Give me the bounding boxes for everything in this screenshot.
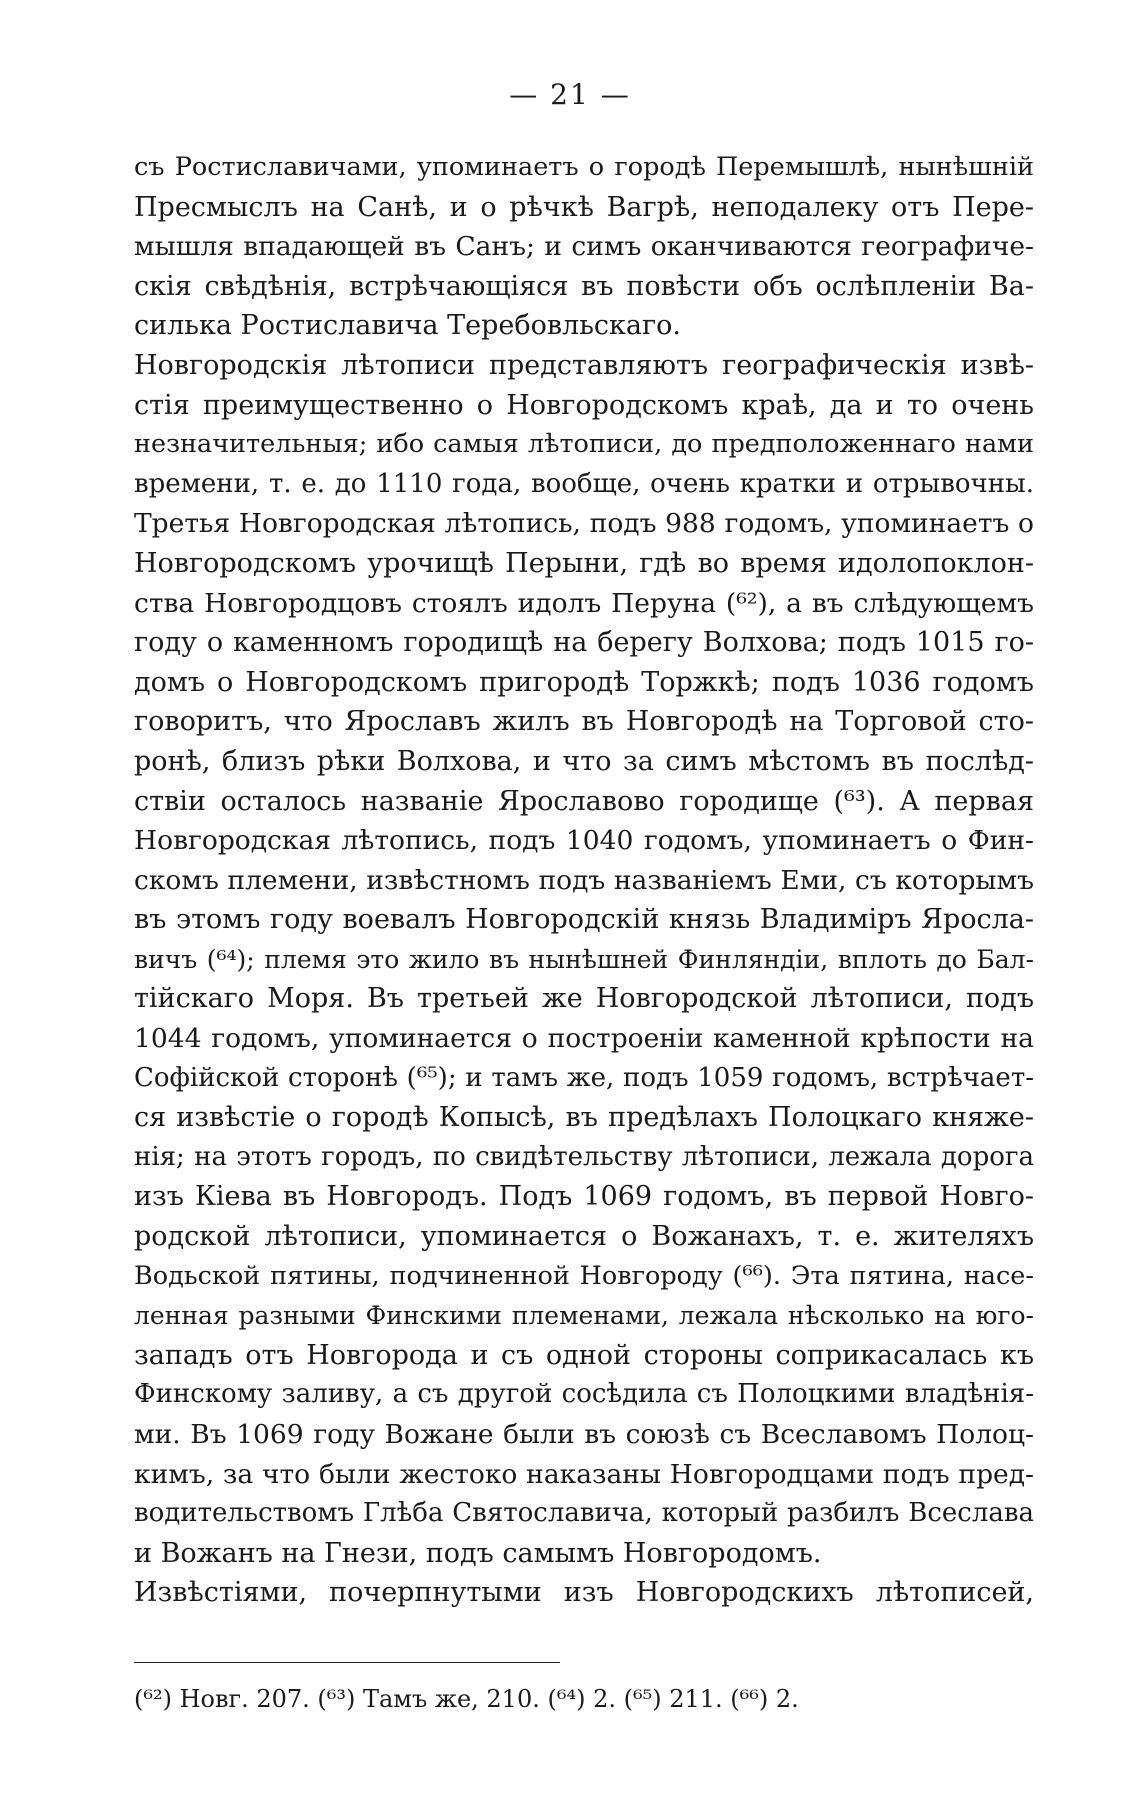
text-line: Финскому заливу, а съ другой сосѣдила съ Полоцкими владѣнія-: [134, 1379, 1034, 1410]
footnote-divider: [134, 1662, 560, 1663]
text-line: Извѣстіями, почерпнутыми изъ Новгородскихъ лѣтописей,: [134, 1577, 1034, 1609]
text-line: ронѣ, близъ рѣки Волхова, и что за симъ мѣстомъ въ послѣд-: [134, 745, 1034, 777]
text-line: тійскаго Моря. Въ третьей же Новгородской лѣтописи, подъ: [134, 983, 1034, 1015]
text-line: ся извѣстіе о городѣ Копысѣ, въ предѣлахъ Полоцкаго княже-: [134, 1102, 1034, 1134]
text-line: въ этомъ году воевалъ Новгородскій князь Владиміръ Яросла-: [134, 904, 1034, 936]
text-line: скомъ племени, извѣстномъ подъ названіемъ Еми, съ которымъ: [134, 864, 1034, 896]
footnotes: (⁶²) Новг. 207. (⁶³) Тамъ же, 210. (⁶⁴) 2. (⁶⁵) 211. (⁶⁶) 2.: [134, 1685, 799, 1713]
text-line: вичъ (⁶⁴); племя это жило въ нынѣшней Финляндіи, вплоть до Бал-: [134, 944, 1034, 974]
text-line: западъ отъ Новгорода и съ одной стороны соприкасалась къ: [134, 1339, 1034, 1371]
text-line: родской лѣтописи, упоминается о Вожанахъ, т. е. жителяхъ: [134, 1221, 1034, 1253]
text-line: стія преимущественно о Новгородскомъ краѣ, да и то очень: [134, 389, 1034, 421]
text-line: силька Ростиславича Теребовльскаго.: [134, 310, 681, 342]
body-text: [134, 148, 1034, 1613]
text-line: Новгородская лѣтопись, подъ 1040 годомъ, упоминаетъ о Фин-: [134, 825, 1034, 857]
text-line: Водьской пятины, подчиненной Новгороду (⁶⁶). Эта пятина, насе-: [134, 1260, 1034, 1291]
text-line: Новгородскія лѣтописи представляютъ географическія извѣ-: [134, 349, 1034, 381]
text-line: водительствомъ Глѣба Святославича, который разбилъ Всеслава: [134, 1498, 1034, 1529]
text-line: ствіи осталось названіе Ярославово городище (⁶³). А первая: [134, 785, 1034, 817]
text-line: мышля впадающей въ Санъ; и симъ оканчиваются географиче-: [134, 231, 1034, 263]
text-line: ми. Въ 1069 году Вожане были въ союзѣ съ Всеславомъ Полоц-: [134, 1419, 1034, 1450]
text-line: изъ Кіева въ Новгородъ. Подъ 1069 годомъ, въ первой Новго-: [134, 1181, 1034, 1213]
text-line: времени, т. е. до 1110 года, вообще, очень кратки и отрывочны.: [134, 468, 1034, 499]
text-line: домъ о Новгородскомъ пригородѣ Торжкѣ; подъ 1036 годомъ: [134, 666, 1034, 698]
text-line: Новгородскомъ урочищѣ Перыни, гдѣ во время идолопоклон-: [134, 547, 1034, 579]
text-line: говоритъ, что Ярославъ жилъ въ Новгородѣ на Торговой сто-: [134, 706, 1034, 738]
text-line: и Вожанъ на Гнези, подъ самымъ Новгородомъ.: [134, 1537, 822, 1569]
page-number: — 21 —: [509, 78, 631, 111]
text-line: съ Ростиславичами, упоминаетъ о городѣ Перемышлѣ, нынѣшній: [134, 152, 1034, 182]
text-line: скія свѣдѣнія, встрѣчающіяся въ повѣсти объ ослѣпленіи Ва-: [134, 270, 1034, 302]
text-line: Третья Новгородская лѣтопись, подъ 988 годомъ, упоминаетъ о: [134, 508, 1034, 540]
text-line: незначительныя; ибо самыя лѣтописи, до предположеннаго нами: [134, 429, 1034, 460]
text-line: году о каменномъ городищѣ на берегу Волхова; подъ 1015 го-: [134, 627, 1034, 659]
text-line: нія; на этотъ городъ, по свидѣтельству лѣтописи, лежала дорога: [134, 1141, 1034, 1172]
text-line: ленная разными Финскими племенами, лежала нѣсколько на юго-: [134, 1301, 1034, 1331]
text-line: Пресмыслъ на Санѣ, и о рѣчкѣ Вагрѣ, неподалеку отъ Пере-: [134, 191, 1034, 223]
text-line: Софійской сторонѣ (⁶⁵); и тамъ же, подъ 1059 годомъ, встрѣчает-: [134, 1062, 1034, 1093]
text-line: 1044 годомъ, упоминается о построеніи каменной крѣпости на: [134, 1023, 1034, 1055]
text-line: ства Новгородцовъ стоялъ идолъ Перуна (⁶²), а въ слѣдующемъ: [134, 587, 1034, 619]
text-line: кимъ, за что были жестоко наказаны Новгородцами подъ пред-: [134, 1458, 1034, 1490]
